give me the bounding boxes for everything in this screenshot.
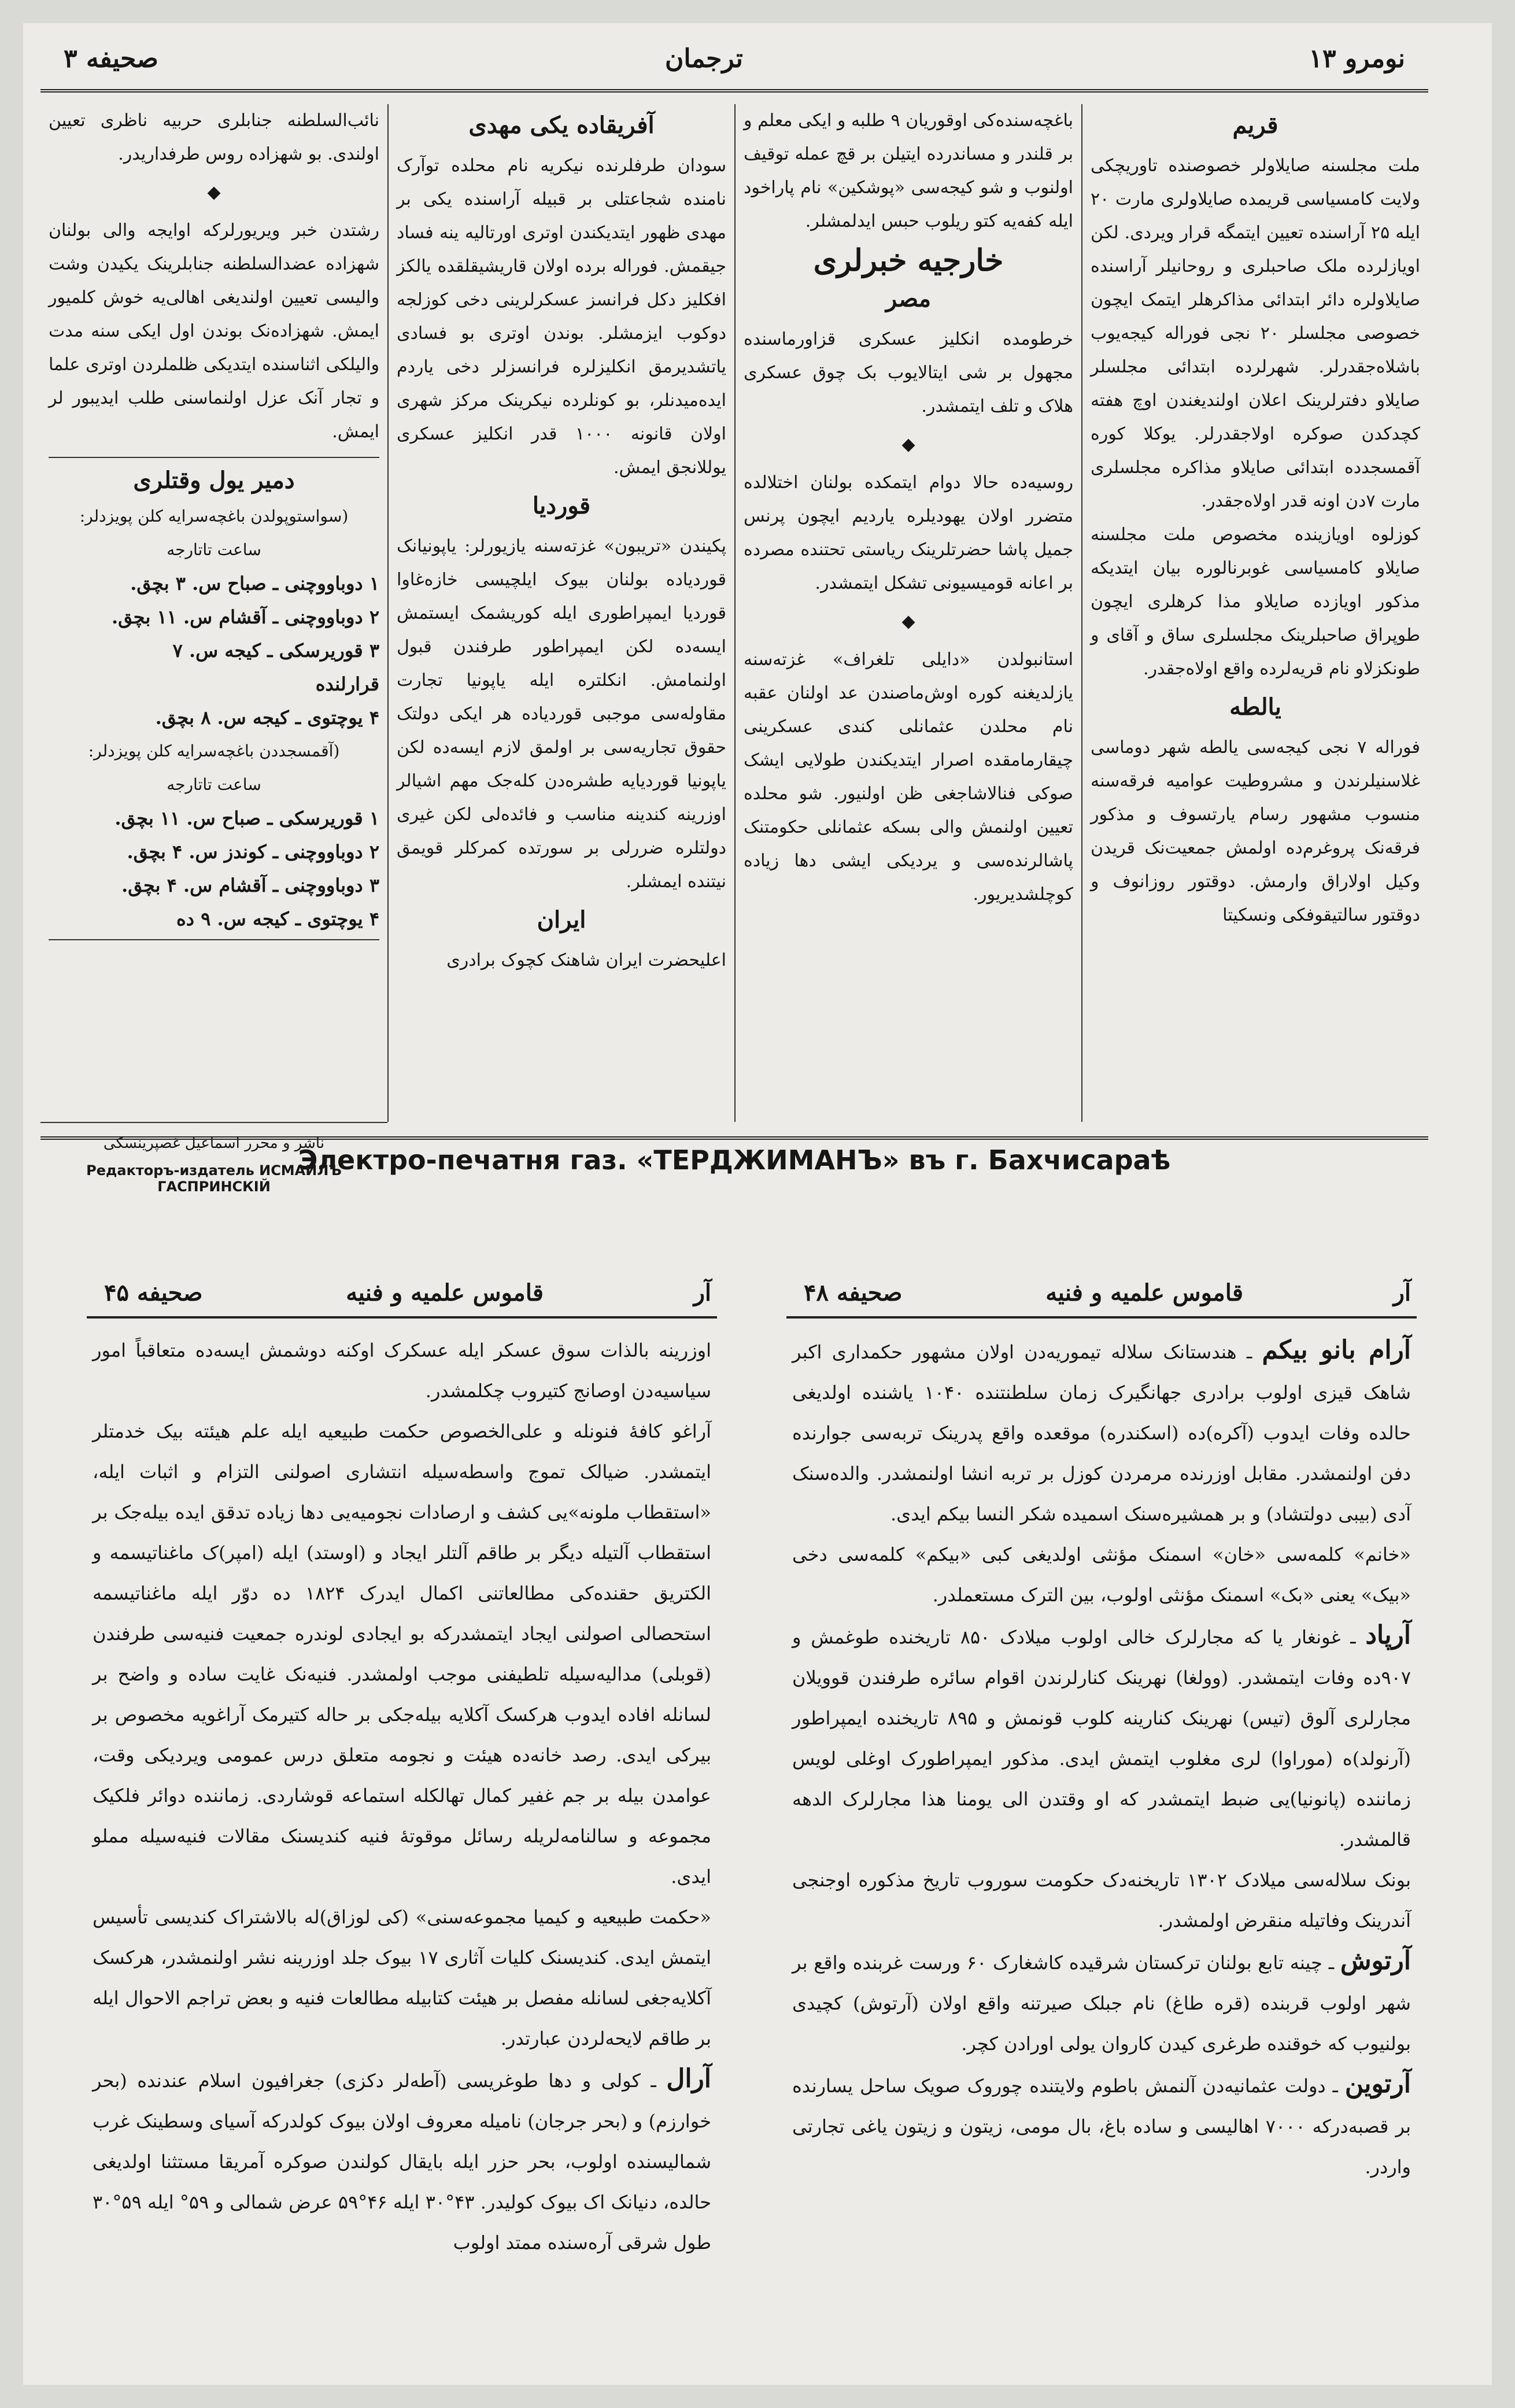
schedule-subtitle: (آقمسجددن باغچه‌سرایه کلن پویزدلر:	[88, 741, 340, 760]
section-title-egypt: مصر	[885, 285, 932, 312]
publisher-line: ناشر و محرر اسماعیل غصپرینسکی	[40, 1122, 387, 1152]
section-title-crimea: قریم	[1232, 112, 1278, 139]
schedule-row: ۴ یوچتوی ـ کیجه س. ۸ بچق.	[155, 707, 379, 729]
article-columns	[40, 104, 1428, 1122]
article-paragraph: استانبولدن «دایلی تلغراف» غزته‌سنه یازلدیغنه کوره اوش‌ماصندن عد اولنان عقبه نام محلدن عثمانلی کندی عسکرینی چیقارمامقده اصرار ایتدیکندن طولایی ایشک صوکی فنالاشاجغی ظن اولنیور. شو محلده تعیین اولنمش والی بسکه عثمانلی حکومتنک پاشالرنده‌سی و یردیکی ایشی دها زیاده کوچلشدیریور.	[744, 649, 1073, 904]
article-paragraph: نائب‌السلطنه جنابلری حربیه ناظری تعیین اولندی. بو شهزاده روس طرفداریدر.	[49, 110, 379, 164]
header-page-number: صحیفه ۳	[64, 44, 158, 73]
dictionary-entry	[792, 1330, 1411, 1534]
dictionary-paragraph: «حکمت طبیعیه و کیمیا مجموعه‌سنی» (کی لوزاق)له بالاشتراک کندیسی تأسیس ایتمش ایدی. کندیسنک کلیات آثاری ۱۷ بیوک جلد اوزرینه نشر اولنمشدر، هرکسک آکلایه‌جغی لسانله مفصل بر هیئت کتابیله مطالعات فنیه و بعض تراجم الاحوال ایله بر طاقم لایحه‌لردن عبارتدر.	[93, 1906, 712, 2049]
entry-headword: آرام بانو بیکم	[1262, 1335, 1411, 1365]
schedule-row: ۱ دوباووچنی ـ صباح س. ۳ بچق.	[130, 573, 379, 594]
entry-text: ـ چینه تابع بولنان ترکستان شرقیده کاشغارک ۶۰ ورست غربنده واقع بر شهر اولوب قربنده (قره طاغ) نام جبلک صیرتنه واقع اولان (آرتوش) کچیدی بولنیوب که خوقنده طرغری کیدن کاروان یولی اورادن کچر.	[792, 1952, 1411, 2055]
column-2	[734, 104, 1081, 1122]
article-paragraph: فوراله ۷ نجی کیجه‌سی یالطه شهر دوماسی غلاسنیلرندن و مشروطیت عوامیه فرقه‌سنه منسوب مشهور رسام یارتسوف و مذکور فرقه‌نک پروغرم‌ده اولمش جمعیت‌نک قریدن وکیل اولاراق وارمش. دوقتور روزانوف و دوقتور سالتیقوفکی ونسکیتا	[1091, 737, 1420, 925]
dictionary-body	[786, 1319, 1417, 2199]
schedule-title: دمیر یول وقتلری	[133, 467, 295, 494]
dictionary-spread	[87, 1272, 1417, 2313]
dictionary-paragraph: آراغو کافهٔ فنونله و علی‌الخصوص حکمت طبیعیه ایله علم هیئته بیک خدمتلر ایتمشدر. ضیالک تموج واسطه‌سیله انتشاری اصولنی التزام و اثبات ایله، «استقطاب ملونه»یی کشف و ارصادات نجومیه‌یی دها زیاده تدقق ایده بیله‌جک بر استقطاب آلتیله دیگر بر طاقم آلتلر ایجاد و (اوستد) ایله (امپر)ک ماغناتیسمه و الکتریق حقنده‌کی مطالعاتنی اکمال ایدرک ۱۸۲۴ ده دوّر ایله ماغناتیسمه استحصالی اصولنی ایجاد ایتمشدرکه بو ایجادی لوندره جمعیت فنیه‌سی طرفندن (قوبلی) مدالیه‌سیله تلطیفنی موجب اولمشدر. فنیه‌نک غایت ساده و واضح بر لسانله افاده ایدوب هرکسک آکلایه بیله‌جکی بر حاله کتیرمک آراغویه مخصوص بر بیرکی ایدی. رصد خانه‌ده هیئت و نجومه متعلق درس عمومی ویردیکی وقت، عوامدن بیله بر جم غفیر کمال تهالکله استماعه قوشاردی. زماننده دوائر فلکیک مجموعه و سالنامه‌لریله رسائل موقوتهٔ فنیه کندیسنک مقالات فنیه‌سیله مملو ایدی.	[93, 1420, 712, 1888]
schedule-hours-label: ساعت تاتارجه	[167, 775, 261, 794]
schedule-row: ۲ دوباووچنی ـ آقشام س. ۱۱ بچق.	[111, 606, 379, 628]
entry-headword: آرپاد	[1365, 1620, 1411, 1650]
article-paragraph: باغچه‌سنده‌کی اوقوریان ۹ طلبه و ایکی معلم و بر قلندر و مساندرده ایتیلن بر قچ عمله توقیف اولنوب و شو کیجه‌سی «پوشکین» نام پاراخود ایله کفه‌یه کتو ریلوب حبس ایدلمشلر.	[744, 110, 1074, 231]
dictionary-page-48	[786, 1272, 1417, 2302]
header-issue-number: نومرو ۱۳	[1309, 44, 1405, 73]
entry-text: ـ هندستانک سلاله تیموریه‌دن اولان مشهور حکمداری اکبر شاهک قیزی اولوب برادری جهانگیرک زمان سلطنتنده ۱۰۴۰ یاشنده اولدیغی حالده وفات ایدوب (آکره)ده (اسکندره) موقعده واقع پدرینک تربه‌سی جوارنده دفن اولنمشدر. مقابل اوزرنده مرمردن کوزل بر تربه انشا اولنمشدر. والده‌سنک آدی (بیبی دولتشاد) و بر همشیره‌سنک اسمیده شکر النسا بیکم ایدی.	[792, 1341, 1411, 1525]
dictionary-entry: بونک سلاله‌سی میلادک ۱۳۰۲ تاریخنه‌دک حکومت سوروب تاریخ مذکوره اوجنجی آندرینک وفاتیله منقرض اولمشدر.	[792, 1869, 1411, 1931]
entry-headword: آرتوین	[1344, 2069, 1411, 2099]
entry-text: ـ غونغار یا که مجارلرک خالی اولوب میلادک ۸۵۰ تاریخنده طوغمش و ۹۰۷ده وفات ایتمشدر. (وولغا) نهرینک کنارلرندن اقوام سائره طرفندن قوویلان مجارلری آلوق (تیس) نهرینک کنارینه کلوب قونمش و ۸۹۵ تاریخنده ایمپراطور (آرنولد)ه (موراوا) لری مغلوب ایتمش ایدی. مذکور ایمپراطورک اوغلی لویس زماننده (پانونیا)یی ضبط ایتمشدر که او وقتدن الی یومنا هذا مجارلرک الدهه قالمشدر.	[792, 1626, 1411, 1851]
divider: ◆	[207, 182, 221, 202]
entry-text: ـ دولت عثمانیه‌دن آلنمش باطوم ولایتنده چوروک صویک ساحل یسارنده بر قصبه‌درکه ۷۰۰۰ اهالیسی و ساده باغ، بال مومی، زیتون و زیتون یاغی تجارتی واردر.	[792, 2075, 1411, 2178]
dictionary-page-header	[87, 1272, 717, 1319]
column-3	[387, 104, 734, 1122]
entry-headword: آرتوش	[1340, 1946, 1411, 1975]
section-title-foreign-news: خارجیه خبرلری	[813, 243, 1004, 278]
article-paragraph: خرطومده انکلیز عسکری قزاورماسنده مجهول بر شی ایتالایوب بک چوق عسکری هلاک و تلف ایتمشدر.	[744, 329, 1073, 416]
section-title-yalta: یالطه	[1229, 693, 1281, 721]
entry-text: ـ کولی و دها طوغریسی (آطه‌لر دکزی) جغرافیون اسلام عندنده (بحر خوارزم) و (بحر جرجان) نامیله معروف اولان بیوک کولدرکه آسیای وسطینک غرب شمالیسنده اولوب، بحر حزر ایله بایقال کولندن صوکره آمریقا مستثنا اولدیغی حالده، دنیانک اک بیوک کولیدر. ۴۳°۳۰ ایله ۴۶°۵۹ عرض شمالی و ۵۹° ایله ۵۹°۳۰ طول شرقی آره‌سنده ممتد اولوب	[93, 2070, 712, 2254]
article-paragraph: کوزلوه اویازینده مخصوص ملت مجلسنه صایلاو کامسیاسی غوبرنالوره بیان ایتدیکه مذکور اویازده صایلاو مذا کرهلری ایچون طوپراق صاحبلرینک مجلسلری ساق و آقای و طونکزلاو نام قریه‌لرده واقع اولاه‌جقدر.	[1091, 525, 1420, 679]
column-1	[1081, 104, 1428, 1122]
schedule-subtitle: (سواستوپولدن باغچه‌سرایه کلن پویزدلر:	[79, 507, 349, 526]
article-paragraph: اعلیحضرت ایران شاهنک کچوک برادری	[446, 950, 726, 970]
schedule-row: ۱ قوریرسکی ـ صباح س. ۱۱ بچق.	[114, 807, 379, 829]
dictionary-entry	[93, 2059, 711, 2263]
dictionary-entry	[792, 2064, 1411, 2187]
schedule-hours-label: ساعت تاتارجه	[167, 540, 261, 559]
header-page-number: صحیفه ۴۵	[104, 1279, 203, 1306]
schedule-row: قرارلنده	[315, 673, 379, 695]
dictionary-page-header	[786, 1272, 1417, 1319]
divider: ◆	[901, 611, 915, 631]
header-masthead: ترجمان	[665, 44, 743, 73]
article-paragraph: پکیندن «تریبون» غزته‌سنه یازیورلر: یاپونیانک قوردیاده بولنان بیوک ایلچیسی خازه‌غاوا قوردیا ایمپراطوری ایله کوریشمک ایستمش ایسه‌ده لکن ایمپراطور طرفندن قبول اولنمامش. انکلتره ایله یاپونیا تجارت مقاوله‌سی موجبی قوردیاده هر ایکی دولتک حقوق تجاریه‌سی بر اولمق لازم ایسه‌ده لکن یاپونیا قوردیایه طشره‌دن کله‌جک مهم اشیالر اوزرینه کندینه مناسب و فائده‌لی لکن غیری دولتلره ضررلی بر سورتده کمرکلر قویمق نیتنده ایمشلر.	[397, 536, 726, 892]
dictionary-entry	[792, 1615, 1411, 1860]
page-header	[40, 29, 1428, 93]
header-title: قاموس علمیه و فنیه	[346, 1279, 544, 1306]
dictionary-paragraph: اوزرینه بالذات سوق عسکر ایله عسکرک اوکنه دوشمش ایسه‌ده متعاقباً امور سیاسیه‌دن اوصانج کتیروب چکلمشدر.	[93, 1339, 712, 1402]
schedule-row: ۳ قوریرسکی ـ کیجه س. ۷	[172, 640, 379, 662]
entry-headword: آرال	[666, 2064, 712, 2093]
dictionary-body	[87, 1319, 717, 2274]
section-title-africa: آفریقاده یکی مهدی	[468, 112, 655, 139]
railway-schedule	[49, 457, 379, 940]
divider: ◆	[901, 434, 915, 455]
article-paragraph: سودان طرفلرنده نیکریه نام محلده توآرک نامنده شجاعتلی بر قبیله آراسنده یکی بر مهدی ظهور ایتدیکندن اوتری اورتالیه ینه فساد جیقمش. فوراله برده اولان قاریشیقلقده یالکز افکلیز دکل فرانسز عسکرلرینی دخی کوزلجه دوکوب ایزمشلر. بوندن اوتری بو فسادی یاتشدیرمق انکلیزلره فرانسزلر دخی یاردم ایده‌میدنلر، بو کونلرده نیکرینک مرکز شهری اولان قانونه ۱۰۰۰ قدر انکلیز عسکری یوللانجق ایمش.	[397, 156, 726, 478]
article-paragraph: ملت مجلسنه صایلاولر خصوصنده تاوریچکی ولایت کامسیاسی قریمده صایلاولری مارت ۲۰ ایله ۲۵ آراسنده تعیین ایتمگه قرار ویردی. لکن اویازلرده ملک صاحبلری و روحانیلر آراسنده صایلاولره دائر ابتدائی مذاکرهلر ایتمک ایچون خصوصی مجلسلر ۲۰ نجی فوراله کیجه‌یوب باشلاه‌جقدرلر. شهرلرده ابتدائی مجلسلر صایلاو دفترلرینک اعلان اولندیغندن اوچ هفته کچدکدن صوکره اولاجقدرلر. یوکلا کوره آقمسجدده ابتدائی صایلاو مذاکره مجلسلری مارت ۷دن اونه قدر اولاه‌جقدر.	[1091, 156, 1420, 511]
article-paragraph: رشتدن خبر ویریورلرکه اوایجه والی بولنان شهزاده عضدالسلطنه جنابلرینک یکیدن وشت والیسی تعیین اولندیغی اهالی‌یه خوش کلمیور ایمش. شهزاده‌نک بوندن اول ایکی سنه مدت والیلکی اثناسنده ایتدیکی ظلملردن اوتری علما و تجار آنک عزل اولنماسنی طلب ایدیبور لر ایمش.	[49, 220, 379, 442]
printing-house-imprint: Электро-печатня газ. «ТЕРДЖИМАНЪ» въ г. Бахчисараѣ	[40, 1136, 1428, 1177]
header-letter: آر	[693, 1279, 711, 1306]
article-paragraph: روسیه‌ده حالا دوام ایتمکده بولنان اختلالده متضرر اولان یهودیلره یاردیم ایچون پرنس جمیل پاشا حضرتلرینک ریاستی تحتنده مصرده بر اعانه قومیسیونی تشکل ایتمشدر.	[744, 472, 1073, 593]
schedule-row: ۳ دوباووچنی ـ آقشام س. ۴ بچق.	[121, 874, 379, 896]
section-title-korea: قوردیا	[532, 492, 591, 519]
schedule-row: ۲ دوباووچنی ـ کوندز س. ۴ بچق.	[127, 841, 379, 863]
section-title-iran: ایران	[537, 906, 586, 933]
header-page-number: صحیفه ۴۸	[804, 1279, 903, 1306]
column-4	[40, 104, 387, 1122]
dictionary-entry: «خانم» کلمه‌سی «خان» اسمنک مؤنثی اولدیغی کبی «بیکم» کلمه‌سی دخی «بیک» یعنی «بک» اسمنک مؤنثی اولوب، بین الترک مستعملدر.	[792, 1543, 1411, 1606]
dictionary-page-45	[87, 1272, 717, 2302]
header-title: قاموس علمیه و فنیه	[1045, 1279, 1243, 1306]
editor-line-russian: Редакторъ-издатель ИСМАИЛЪ ГАСПРИНСКІЙ	[86, 1162, 342, 1195]
dictionary-entry	[792, 1941, 1411, 2064]
schedule-row: ۴ یوچتوی ـ کیجه س. ۹ ده	[176, 908, 379, 930]
header-letter: آر	[1393, 1279, 1411, 1306]
